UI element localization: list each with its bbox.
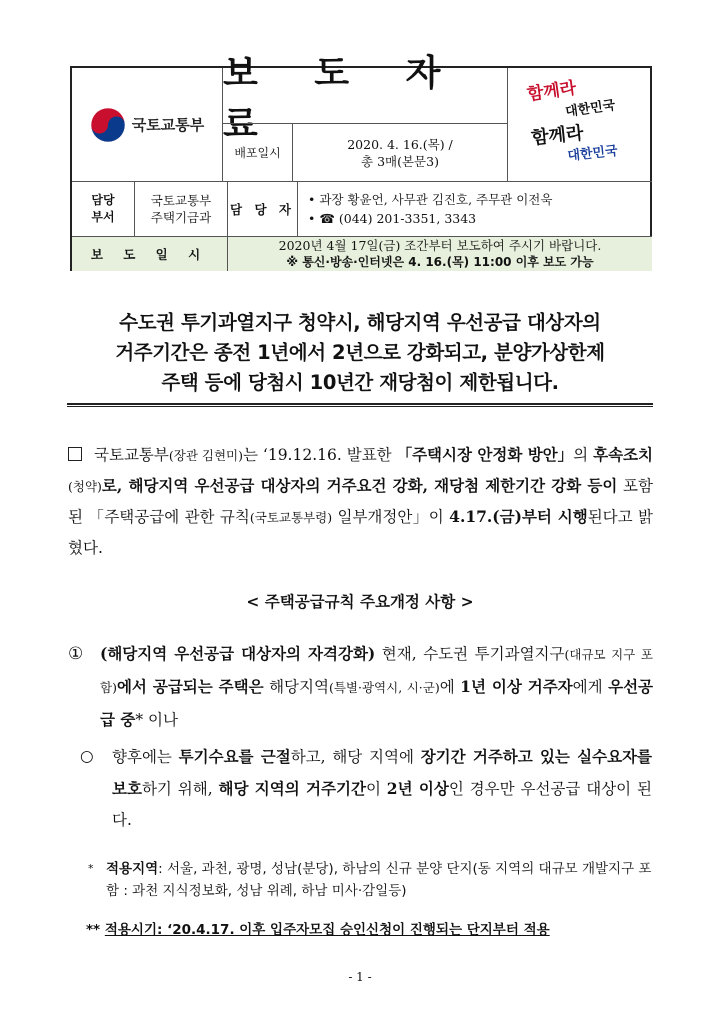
manager-names: • 과장 황윤언, 사무관 김진호, 주무관 이전욱 [308, 192, 553, 207]
list-item-1: ① (해당지역 우선공급 대상자의 자격강화) 현재, 수도권 투기과열지구(대규모 지구 포함)에서 공급되는 주택은 해당지역(특별·광역시, 시·군)에 1년 이상 거주자에게 우선공급 중* 이나 [68, 638, 653, 736]
svg-text:대한민국: 대한민국 [566, 143, 619, 164]
list-item-2: ○ 향후에는 투기수요를 근절하고, 해당 지역에 장기간 거주하고 있는 실수요자를 보호하기 위해, 해당 지역의 거주기간이 2년 이상인 경우만 우선공급 대상이 된다. [80, 741, 652, 836]
circled-number-1: ① [68, 644, 84, 664]
headline [60, 308, 660, 398]
manager-info [297, 181, 652, 236]
press-release-header-table [70, 52, 652, 271]
square-bullet-icon [68, 447, 82, 461]
ministry-name: 국토교통부 [131, 116, 205, 134]
press-date-line: 2020년 4월 17일(금) 조간부터 보도하여 주시기 바랍니다. [278, 238, 602, 253]
section-subhead: < 주택공급규칙 주요개정 사항 > [246, 592, 474, 611]
release-info [292, 123, 507, 181]
dept-label: 담당 부서 [72, 181, 134, 236]
page-number: - 1 - [348, 970, 372, 984]
press-date-info [227, 236, 652, 271]
headline-line-2: 거주기간은 종전 1년에서 2년으로 강화되고, 분양가상한제 [115, 341, 605, 364]
svg-text:함께라: 함께라 [530, 122, 585, 149]
taegeuk-logo-icon [90, 107, 126, 143]
headline-divider [67, 403, 653, 407]
manager-label: 담 당 자 [227, 181, 297, 236]
footnote-1: * 적용지역: 서울, 과천, 광명, 성남(분당), 하남의 신규 분양 단지(동 지역의 대규모 개발지구 포함 : 과천 지식정보화, 성남 위례, 하남 미사·감일등) [88, 858, 652, 902]
footnote-2-text: 적용시기: ‘20.4.17. 이후 입주자모집 승인신청이 진행되는 단지부터 적용 [104, 922, 550, 938]
slogan-calligraphy [507, 68, 652, 181]
svg-text:함께라: 함께라 [525, 78, 578, 105]
double-asterisk-mark: ** [86, 922, 101, 938]
slogan-calligraphy-image [508, 68, 653, 181]
svg-text:대한민국: 대한민국 [564, 98, 617, 120]
release-pages: 총 3매(본문3) [361, 153, 439, 169]
asterisk-mark: * [88, 862, 94, 875]
document-title: 보 도 자 료 [222, 68, 507, 123]
press-date-note: ※ 통신·방송·인터넷은 4. 16.(목) 11:00 이후 보도 가능 [286, 255, 594, 269]
press-date-label: 보 도 일 시 [72, 236, 227, 271]
dept-name: 국토교통부 주택기금과 [134, 181, 227, 236]
circle-bullet-icon: ○ [80, 747, 94, 765]
footnote-2 [86, 920, 652, 940]
manager-phone: • ☎ (044) 201-3351, 3343 [308, 211, 477, 226]
release-date: 2020. 4. 16.(목) / [347, 136, 453, 152]
lead-paragraph: 국토교통부(장관 김현미)는 ‘19.12.16. 발표한 「주택시장 안정화 방안」의 후속조치(청약)로, 해당지역 우선공급 대상자의 거주요건 강화, 재당첨 제한기간 강화 등이 포함된 「주택공급에 관한 규칙(국토교통부령) 일부개정안」이 4.17.(금)부터 시행된다고 밝혔다. [68, 445, 653, 557]
headline-line-3: 주택 등에 당첨시 10년간 재당첨이 제한됩니다. [161, 371, 559, 394]
release-label: 배포일시 [222, 123, 292, 181]
ministry-logo [72, 68, 222, 181]
headline-line-1: 수도권 투기과열지구 청약시, 해당지역 우선공급 대상자의 [119, 311, 601, 334]
